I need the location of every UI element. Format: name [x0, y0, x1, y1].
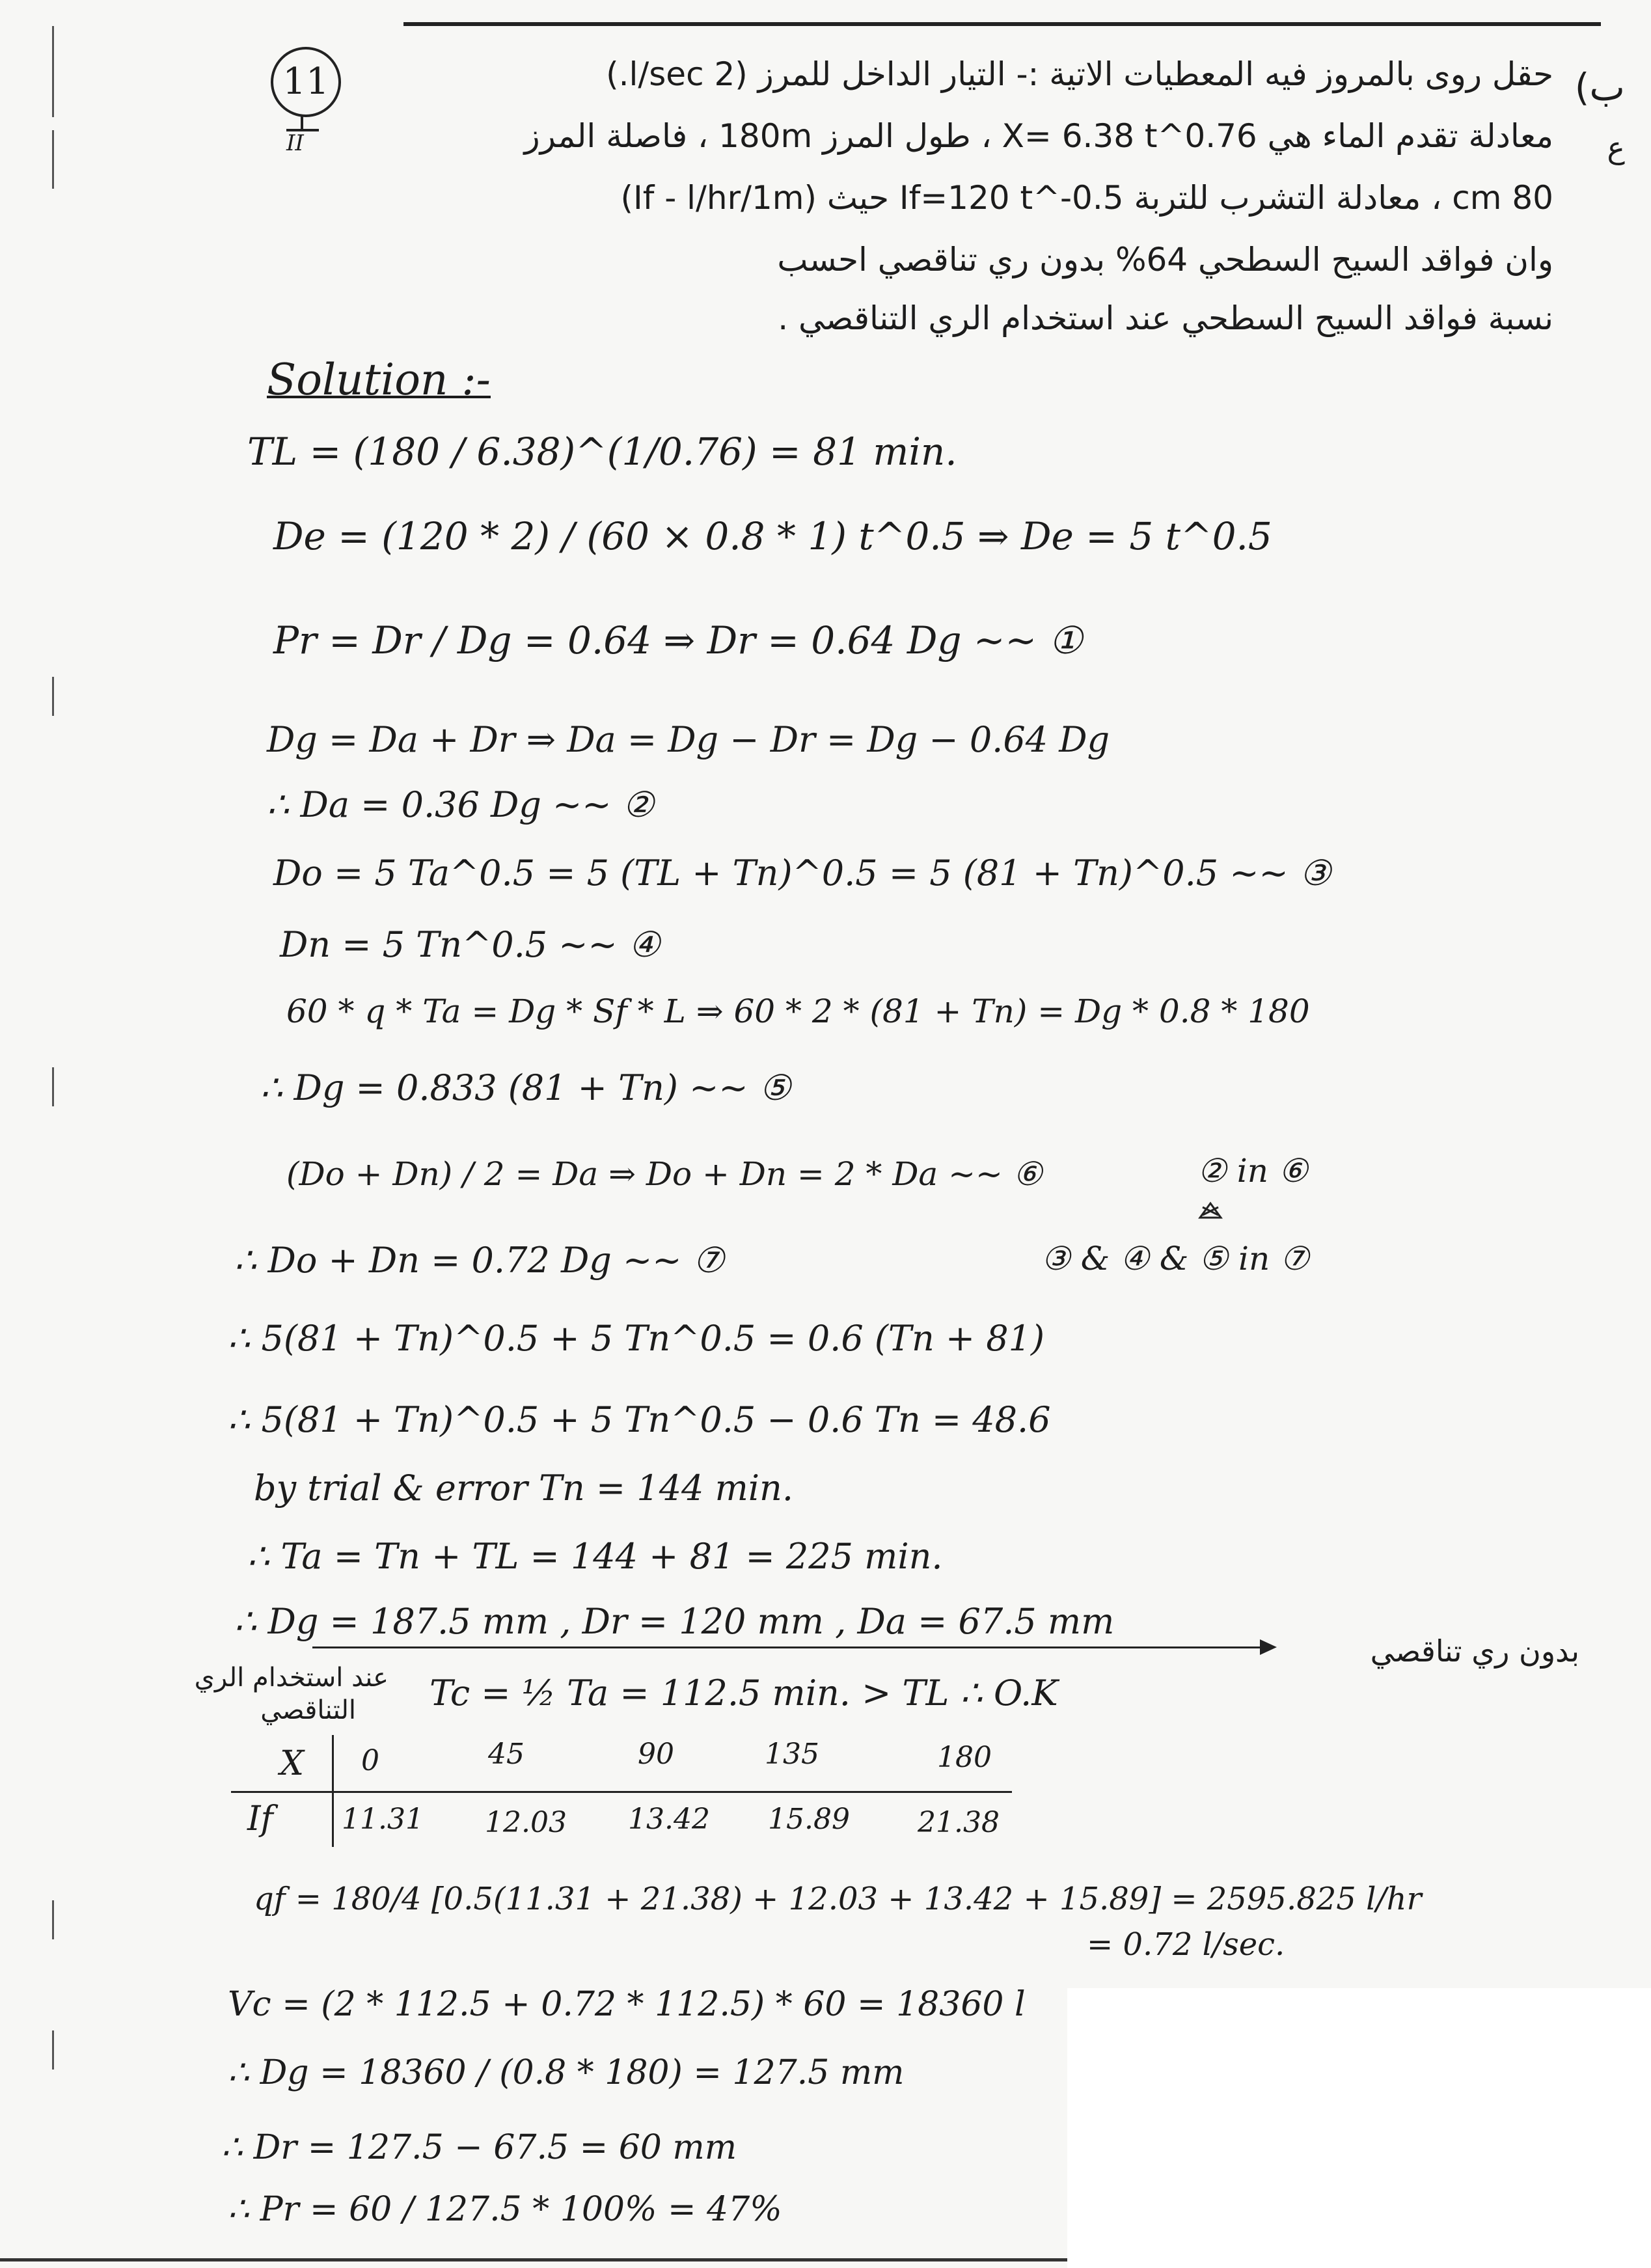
problem-roman: II [286, 130, 304, 156]
binder-edge-mark [52, 26, 54, 117]
problem-line: معادلة تقدم الماء هي X= 6.38 t^0.76 ، طول المرز 180m ، فاصلة المرز [524, 117, 1553, 155]
problem-line: وان فواقد السيح السطحي 64% بدون ري تناقصي احسب [777, 241, 1553, 279]
pr-line: ∴ Pr = 60 / 127.5 * 100% = 47% [228, 2190, 782, 2229]
table-x-label: X [280, 1744, 305, 1783]
solution-step: (Do + Dn) / 2 = Da ⇒ Do + Dn = 2 * Da ~~ ⑥ [286, 1155, 1043, 1193]
problem-line: 80 cm ، معادلة التشرب للتربة If=120 t^-0.5 حيث (If - l/hr/1m) [620, 179, 1553, 217]
solution-step: ∴ 5(81 + Tn)^0.5 + 5 Tn^0.5 − 0.6 Tn = 48.6 [228, 1399, 1051, 1440]
solution-step: ∴ Dg = 0.833 (81 + Tn) ~~ ⑤ [260, 1067, 791, 1108]
cutback-time: Tc = ½ Ta = 112.5 min. > TL ∴ O.K [430, 1673, 1058, 1714]
qf-line: = 0.72 l/sec. [1087, 1926, 1285, 1963]
dr-line: ∴ Dr = 127.5 − 67.5 = 60 mm [221, 2128, 737, 2167]
table-cell: 0 [361, 1744, 379, 1777]
table-cell: 13.42 [628, 1803, 710, 1836]
binder-edge-mark [52, 1900, 54, 1939]
solution-step: ∴ 5(81 + Tn)^0.5 + 5 Tn^0.5 = 0.6 (Tn + 81) [228, 1318, 1045, 1359]
solution-step: De = (120 * 2) / (60 × 0.8 * 1) t^0.5 ⇒ De = 5 t^0.5 [273, 514, 1272, 558]
solution-step: Do = 5 Ta^0.5 = 5 (TL + Tn)^0.5 = 5 (81 + Tn)^0.5 ~~ ③ [273, 853, 1331, 894]
table-cell: 90 [638, 1738, 674, 1771]
solution-step: ∴ Ta = Tn + TL = 144 + 81 = 225 min. [247, 1536, 943, 1577]
table-cell: 135 [765, 1738, 819, 1771]
binder-edge-mark [52, 130, 54, 189]
table-cell: 11.31 [342, 1803, 424, 1836]
blank-scan-area [1067, 1988, 1651, 2268]
cutback-label: التناقصي [260, 1695, 356, 1725]
cutback-label: عند استخدام الري [194, 1663, 389, 1693]
solution-step: Dg = Da + Dr ⇒ Da = Dg − Dr = Dg − 0.64 Dg [267, 719, 1110, 760]
solution-step: TL = (180 / 6.38)^(1/0.76) = 81 min. [247, 430, 957, 474]
table-cell: 12.03 [485, 1806, 567, 1839]
problem-number: 11 [271, 47, 341, 117]
crossed-mark [1197, 1201, 1223, 1220]
solution-step: ∴ Do + Dn = 0.72 Dg ~~ ⑦ [234, 1240, 725, 1281]
question-tag: ب) [1574, 65, 1625, 109]
table-if-label: If [247, 1799, 273, 1838]
solution-step: 60 * q * Ta = Dg * Sf * L ⇒ 60 * 2 * (81 + Tn) = Dg * 0.8 * 180 [286, 992, 1310, 1030]
solution-heading: Solution :- [267, 355, 491, 405]
problem-line: حقل روى بالمروز فيه المعطيات الاتية :- التيار الداخل للمرز (2 l/sec.) [606, 55, 1553, 93]
result-arrow [312, 1646, 1262, 1648]
table-rule [332, 1735, 334, 1847]
table-cell: 180 [937, 1741, 992, 1774]
no-cutback-label: بدون ري تناقصي [1370, 1633, 1579, 1669]
bottom-rule [0, 2258, 1067, 2261]
table-cell: 21.38 [918, 1806, 1000, 1839]
side-note: ② in ⑥ [1197, 1152, 1308, 1190]
margin-mark: ع [1607, 130, 1625, 165]
solution-step: Dn = 5 Tn^0.5 ~~ ④ [280, 924, 661, 965]
dg-line: ∴ Dg = 18360 / (0.8 * 180) = 127.5 mm [228, 2053, 905, 2092]
binder-edge-mark [52, 677, 54, 716]
binder-edge-mark [52, 1067, 54, 1106]
solution-step: Pr = Dr / Dg = 0.64 ⇒ Dr = 0.64 Dg ~~ ① [273, 618, 1083, 663]
binder-edge-mark [52, 2030, 54, 2070]
problem-number-stand [301, 115, 303, 129]
table-cell: 45 [488, 1738, 525, 1771]
solution-step: ∴ Dg = 187.5 mm , Dr = 120 mm , Da = 67.5 mm [234, 1601, 1115, 1642]
top-rule [403, 22, 1601, 26]
problem-line: نسبة فواقد السيح السطحي عند استخدام الري التناقصي . [778, 299, 1553, 337]
solution-step: by trial & error Tn = 144 min. [254, 1468, 793, 1509]
vc-line: Vc = (2 * 112.5 + 0.72 * 112.5) * 60 = 18360 l [228, 1985, 1026, 2024]
table-cell: 15.89 [768, 1803, 850, 1836]
table-rule [231, 1791, 1012, 1793]
solution-step: ∴ Da = 0.36 Dg ~~ ② [267, 784, 655, 825]
qf-line: qf = 180/4 [0.5(11.31 + 21.38) + 12.03 + 13.42 + 15.89] = 2595.825 l/hr [254, 1881, 1422, 1917]
result-arrow-head [1260, 1639, 1277, 1655]
side-note: ③ & ④ & ⑤ in ⑦ [1041, 1240, 1309, 1277]
